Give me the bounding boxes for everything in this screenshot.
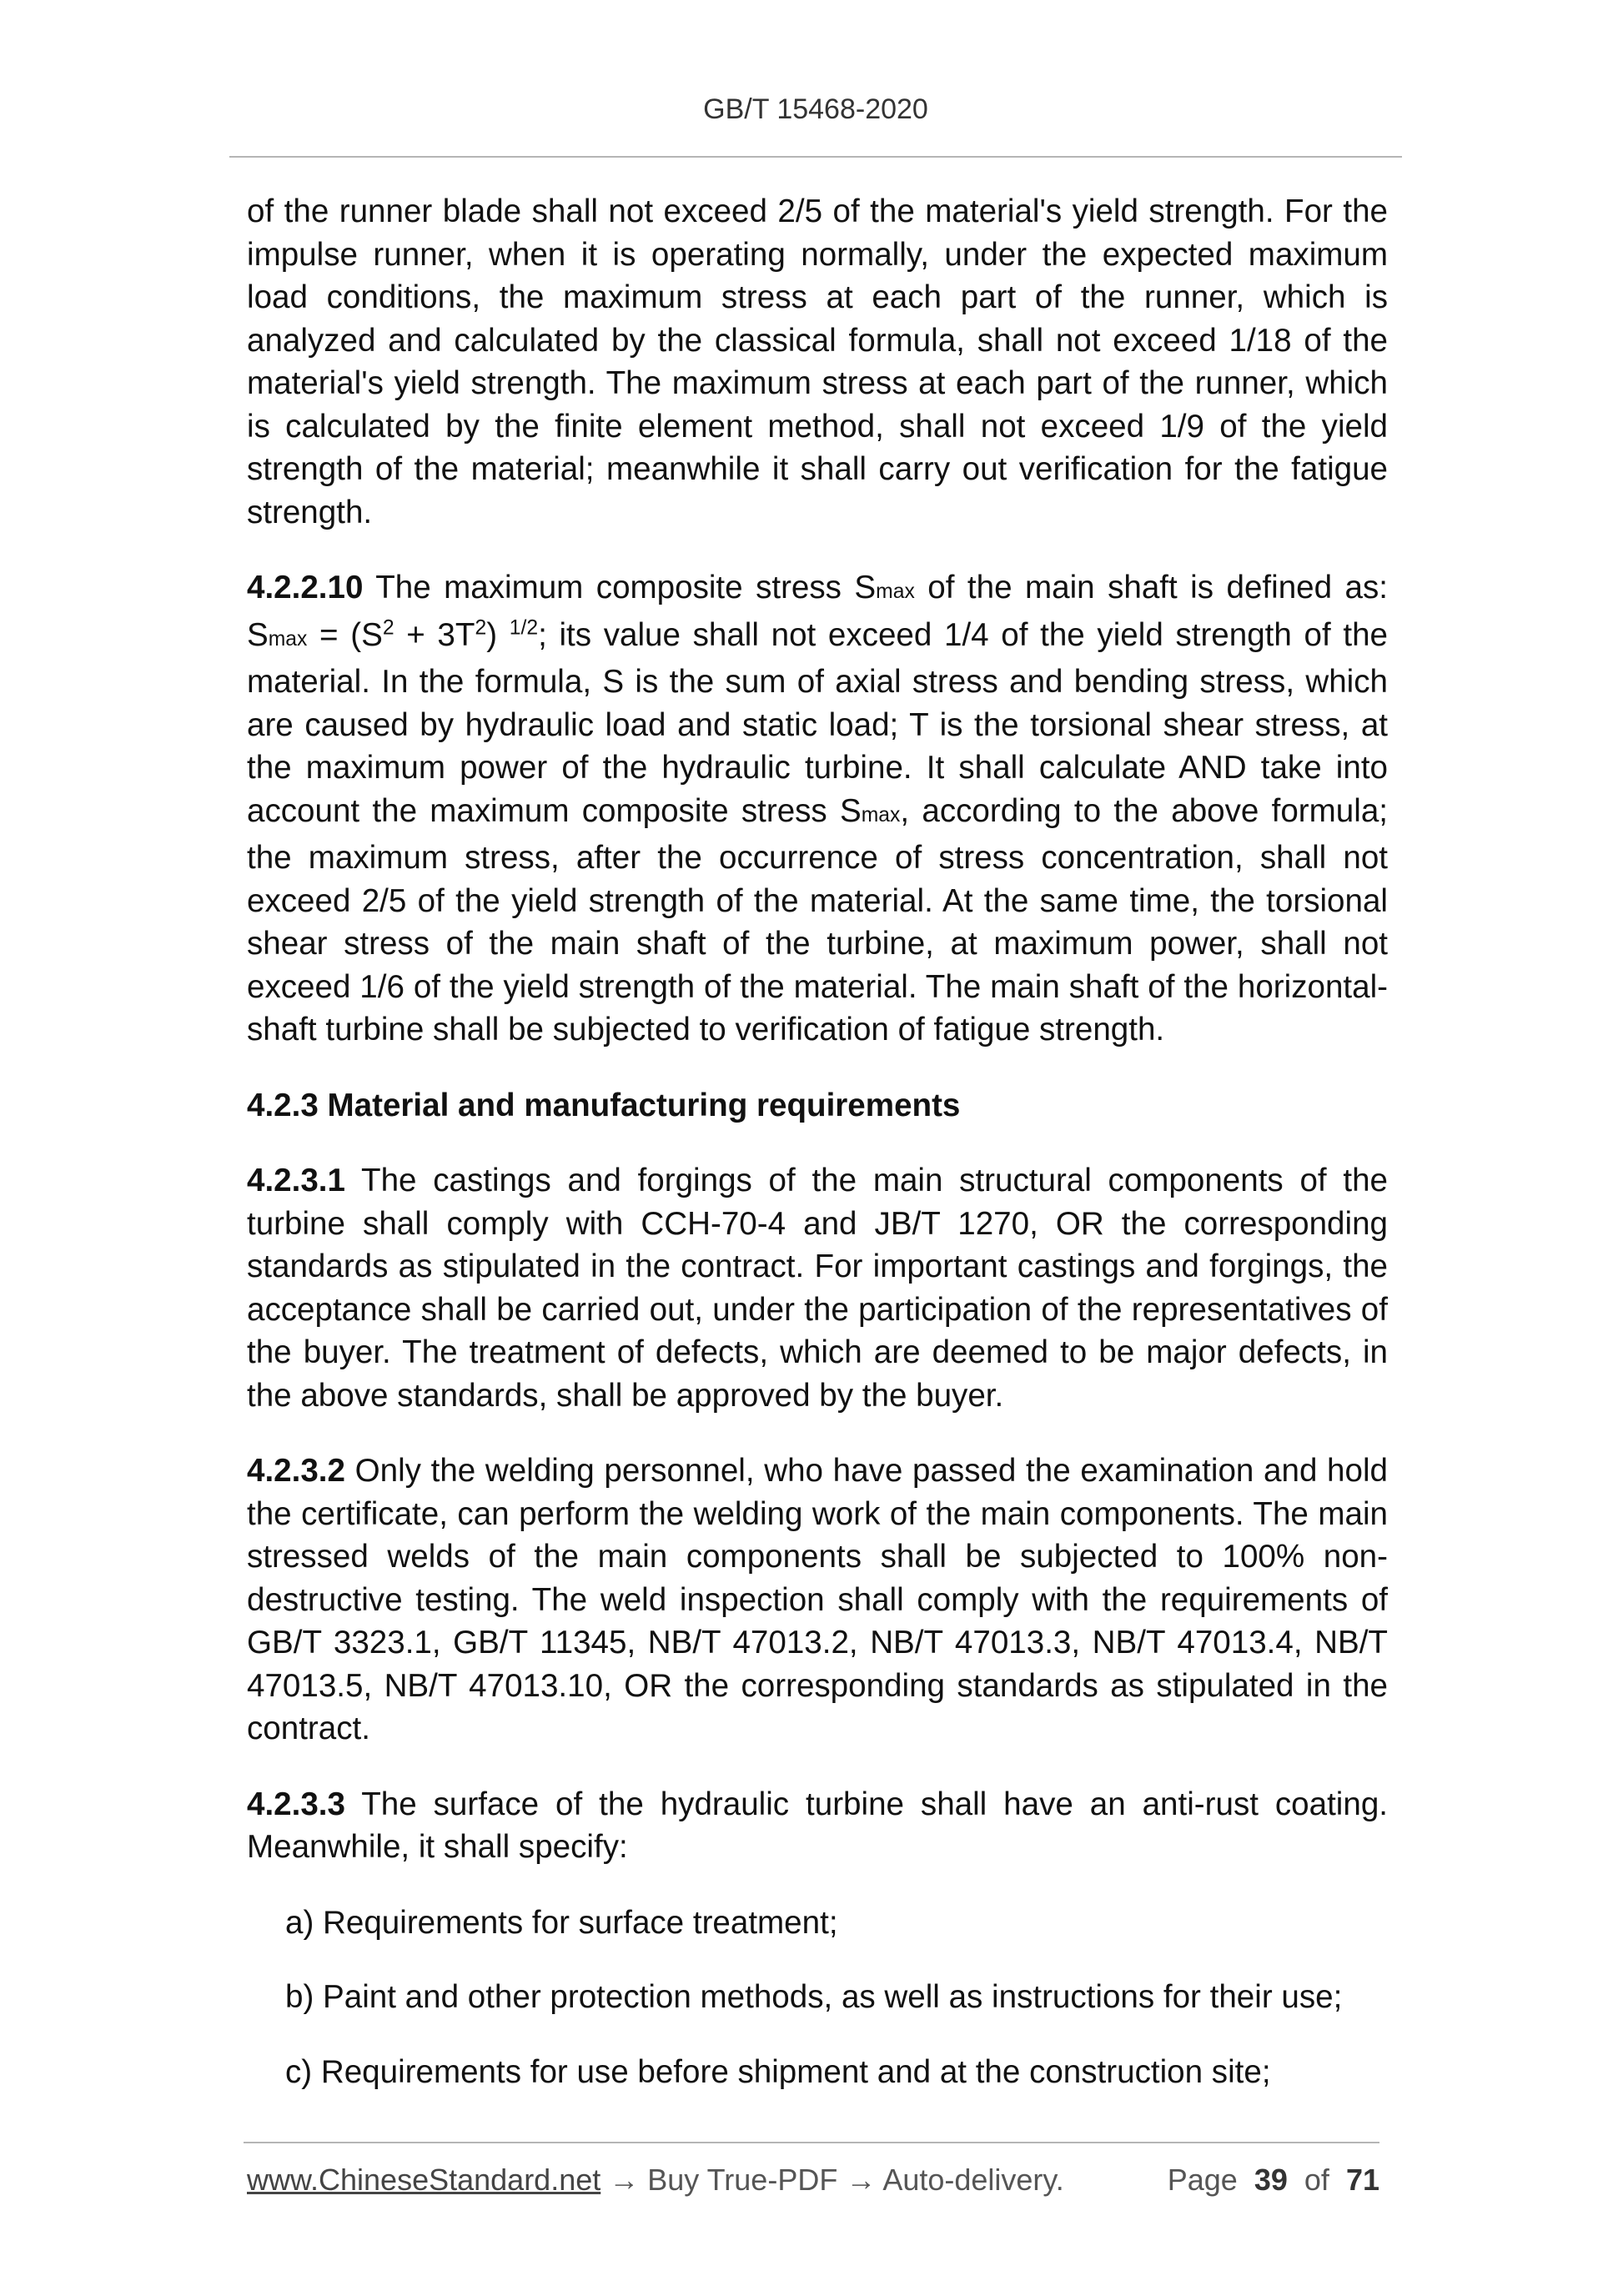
subscript: max bbox=[876, 580, 915, 603]
of-label: of bbox=[1304, 2163, 1329, 2197]
footer-promo bbox=[247, 2163, 1064, 2198]
superscript: 2 bbox=[475, 615, 487, 639]
clause-number: 4.2.3.2 bbox=[247, 1453, 345, 1489]
list-item-b: b) Paint and other protection methods, as well as instructions for their use; bbox=[285, 1979, 1343, 2015]
document-header: GB/T 15468-2020 bbox=[703, 93, 928, 125]
list-item-a: a) Requirements for surface treatment; bbox=[285, 1904, 838, 1941]
paragraph-4-2-2-10 bbox=[247, 566, 1388, 1052]
footer-divider bbox=[244, 2142, 1379, 2143]
subscript: max bbox=[861, 803, 901, 826]
paragraph-4-2-3-3 bbox=[247, 1783, 1388, 1869]
text-segment: of the main shaft is defined as: S bbox=[247, 570, 1388, 653]
page-indicator bbox=[1168, 2163, 1379, 2198]
text-segment: , according to the above formula; the maximum stress, after the occurrence of stress concentration, shall not exceed 2/5 of the yield strength of the material. At the same time, the torsional shear stress of the main shaft of the turbine, at maximum power, shall not exceed 1/6 of the yield strength of the material. The main shaft of the horizontal-shaft turbine shall be subjected to verification of fatigue strength. bbox=[247, 792, 1388, 1048]
text-segment: The surface of the hydraulic turbine shall have an anti-rust coating. Meanwhile, it shall specify: bbox=[247, 1786, 1388, 1865]
text-segment: + 3T bbox=[394, 616, 475, 653]
text-segment: Only the welding personnel, who have passed the examination and hold the certificate, can perform the welding work of the main components. The main stressed welds of the main components shall be subjected to 100% non-destructive testing. The weld inspection shall comply with the requirements of GB/T 3323.1, GB/T 11345, NB/T 47013.2, NB/T 47013.3, NB/T 47013.4, NB/T 47013.5, NB/T 47013.10, OR the corresponding standards as stipulated in the contract. bbox=[247, 1453, 1388, 1746]
text-segment: The castings and forgings of the main structural components of the turbine shall comply with CCH-70-4 and JB/T 1270, OR the corresponding standards as stipulated in the contract. For important castings and forgings, the acceptance shall be carried out, under the participation of the representatives of the buyer. The treatment of defects, which are deemed to be major defects, in the above standards, shall be approved by the buyer. bbox=[247, 1163, 1388, 1414]
text-segment: = (S bbox=[307, 616, 383, 653]
paragraph-4-2-3-1 bbox=[247, 1159, 1388, 1417]
total-pages: 71 bbox=[1345, 2163, 1379, 2197]
page-label: Page bbox=[1167, 2163, 1238, 2197]
superscript: 2 bbox=[382, 615, 394, 639]
list-item-c: c) Requirements for use before shipment and at the construction site; bbox=[285, 2053, 1271, 2090]
header-divider bbox=[229, 156, 1402, 158]
section-heading-4-2-3: 4.2.3 Material and manufacturing requirements bbox=[247, 1087, 961, 1123]
clause-number: 4.2.3.1 bbox=[247, 1163, 345, 1198]
paragraph-runner-stress: of the runner blade shall not exceed 2/5 of the material's yield strength. For the impulse runner, when it is operating normally, under the expected maximum load conditions, the maximum stress at each part of the runner, which is analyzed and calculated by the classical formula, shall not exceed 1/18 of the material's yield strength. The maximum stress at each part of the runner, which is calculated by the finite element method, shall not exceed 1/9 of the yield strength of the material; meanwhile it shall carry out verification for the fatigue strength. bbox=[247, 193, 1388, 530]
text-segment: The maximum composite stress S bbox=[363, 570, 877, 605]
text-segment: ; its value shall not exceed 1/4 of the yield strength of the material. In the formula, S is the sum of axial stress and bending stress, which are caused by hydraulic load and static load; T is the torsional shear stress, at the maximum power of the hydraulic turbine. It shall calculate AND take into account the maximum composite stress S bbox=[247, 616, 1388, 829]
text-segment: ) bbox=[486, 616, 510, 653]
paragraph-4-2-3-2 bbox=[247, 1449, 1388, 1751]
website-link[interactable]: www.ChineseStandard.net bbox=[247, 2163, 601, 2197]
subscript: max bbox=[268, 627, 308, 651]
document-body bbox=[247, 190, 1388, 2125]
clause-number: 4.2.3.3 bbox=[247, 1786, 345, 1822]
current-page-number: 39 bbox=[1254, 2163, 1288, 2197]
clause-number: 4.2.2.10 bbox=[247, 570, 364, 605]
superscript: 1/2 bbox=[509, 615, 539, 639]
footer-promo-text: → Buy True-PDF → Auto-delivery. bbox=[600, 2163, 1064, 2197]
